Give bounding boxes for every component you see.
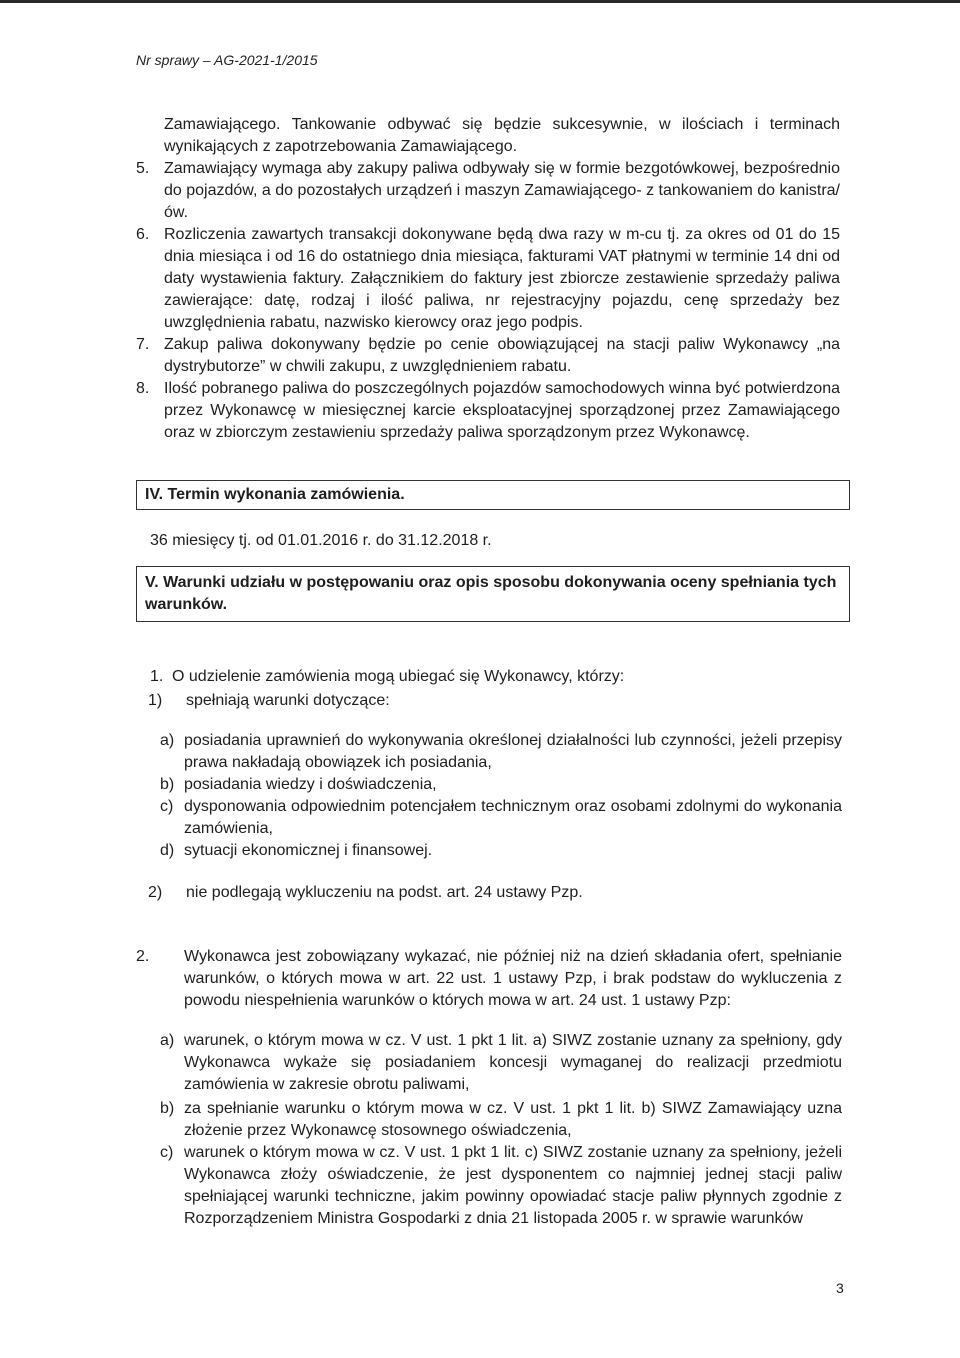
letter-item-number: b) (160, 776, 175, 793)
letter-item-number: b) (160, 1100, 175, 1117)
case-number-header: Nr sprawy – AG-2021-1/2015 (136, 52, 318, 68)
letter-item-text: dysponowania odpowiednim potencjałem technicznym oraz osobami zdolnymi do wykonania zamówienia, (184, 798, 842, 837)
item-text: Zakup paliwa dokonywany będzie po cenie obowiązującej na stacji paliw Wykonawcy „na dystrybutorze” w chwili zakupu, z uwzględnieniem rabatu. (164, 336, 840, 375)
letter-item-text: sytuacji ekonomicznej i finansowej. (184, 842, 433, 859)
letter-item-text: posiadania wiedzy i doświadczenia, (184, 776, 437, 793)
point-number: 1. (150, 668, 164, 685)
section-iv-title: IV. Termin wykonania zamówienia. (145, 486, 405, 503)
section-v-heading-box (136, 566, 850, 622)
item-text: Rozliczenia zawartych transakcji dokonywane będą dwa razy w m-cu tj. za okres od 01 do 15 dnia miesiąca i od 16 do ostatniego dnia miesiąca, fakturami VAT płatnymi w terminie 14 dni od daty wystawienia faktury. Załącznikiem do faktury jest zbiorcze zestawienie sprzedaży paliwa zawierające: datę, rodzaj i ilość paliwa, nr rejestracyjny pojazdu, cenę sprzedaży bez uwzględnienia rabatu, nazwisko kierowcy oraz jego podpis. (164, 226, 840, 331)
point-text: Wykonawca jest zobowiązany wykazać, nie później niż na dzień składania ofert, spełnianie warunków, o których mowa w art. 22 ust. 1 ustawy Pzp, i brak podstaw do wykluczenia z powodu niespełnienia warunków o których mowa w art. 24 ust. 1 ustawy Pzp: (184, 948, 842, 1009)
continuation-paragraph: Zamawiającego. Tankowanie odbywać się będzie sukcesywnie, w ilościach i terminach wynikających z zapotrzebowania Zamawiającego. (164, 116, 840, 155)
subpoint-number: 2) (148, 884, 163, 901)
letter-item-number: a) (160, 732, 175, 749)
item-number: 5. (136, 160, 150, 177)
letter-item-number: c) (160, 798, 174, 815)
section-iv-heading-box (136, 480, 850, 510)
letter-item-text: warunek, o którym mowa w cz. V ust. 1 pkt 1 lit. a) SIWZ zostanie uznany za spełniony, gdy Wykonawca wykaże się posiadaniem koncesji wymaganej do realizacji przedmiotu zamówienia w zakresie obrotu paliwami, (184, 1032, 842, 1093)
item-number: 6. (136, 226, 150, 243)
item-number: 8. (136, 380, 150, 397)
subpoint-text: nie podlegają wykluczeniu na podst. art. 24 ustawy Pzp. (186, 884, 583, 901)
letter-item-number: c) (160, 1144, 174, 1161)
subpoint-text: spełniają warunki dotyczące: (186, 692, 390, 709)
item-text: Ilość pobranego paliwa do poszczególnych pojazdów samochodowych winna być potwierdzona przez Wykonawcę w miesięcznej karcie eksploatacyjnej sporządzonej przez Zamawiającego oraz w zbiorczym zestawieniu sprzedaży paliwa sporządzonym przez Wykonawcę. (164, 380, 840, 441)
point-number: 2. (136, 948, 150, 965)
letter-item-number: a) (160, 1032, 175, 1049)
letter-item-text: posiadania uprawnień do wykonywania określonej działalności lub czynności, jeżeli przepisy prawa nakładają obowiązek ich posiadania, (184, 732, 842, 771)
contract-term-text: 36 miesięcy tj. od 01.01.2016 r. do 31.12.2018 r. (150, 532, 492, 549)
letter-item-text: za spełnianie warunku o którym mowa w cz. V ust. 1 pkt 1 lit. b) SIWZ Zamawiający uzna złożenie przez Wykonawcę stosownego oświadczenia, (184, 1100, 842, 1139)
top-edge-line (0, 0, 960, 3)
item-text: Zamawiający wymaga aby zakupy paliwa odbywały się w formie bezgotówkowej, bezpośrednio do pojazdów, a do pozostałych urządzeń i maszyn Zamawiającego- z tankowaniem do kanistra/ów. (164, 160, 840, 221)
letter-item-number: d) (160, 842, 175, 859)
point-text: O udzielenie zamówienia mogą ubiegać się Wykonawcy, którzy: (172, 668, 625, 685)
subpoint-number: 1) (148, 692, 163, 709)
item-number: 7. (136, 336, 150, 353)
page-number: 3 (836, 1280, 844, 1296)
section-v-title: V. Warunki udziału w postępowaniu oraz opis sposobu dokonywania oceny spełniania tych warunków. (145, 574, 837, 613)
letter-item-text: warunek o którym mowa w cz. V ust. 1 pkt 1 lit. c) SIWZ zostanie uznany za spełniony, jeżeli Wykonawca złoży oświadczenie, że jest dysponentem co najmniej jednej stacji paliw spełniającej warunki techniczne, jakim powinny opowiadać stacje paliw płynnych zgodnie z Rozporządzeniem Ministra Gospodarki z dnia 21 listopada 2005 r. w sprawie warunków (184, 1144, 842, 1227)
